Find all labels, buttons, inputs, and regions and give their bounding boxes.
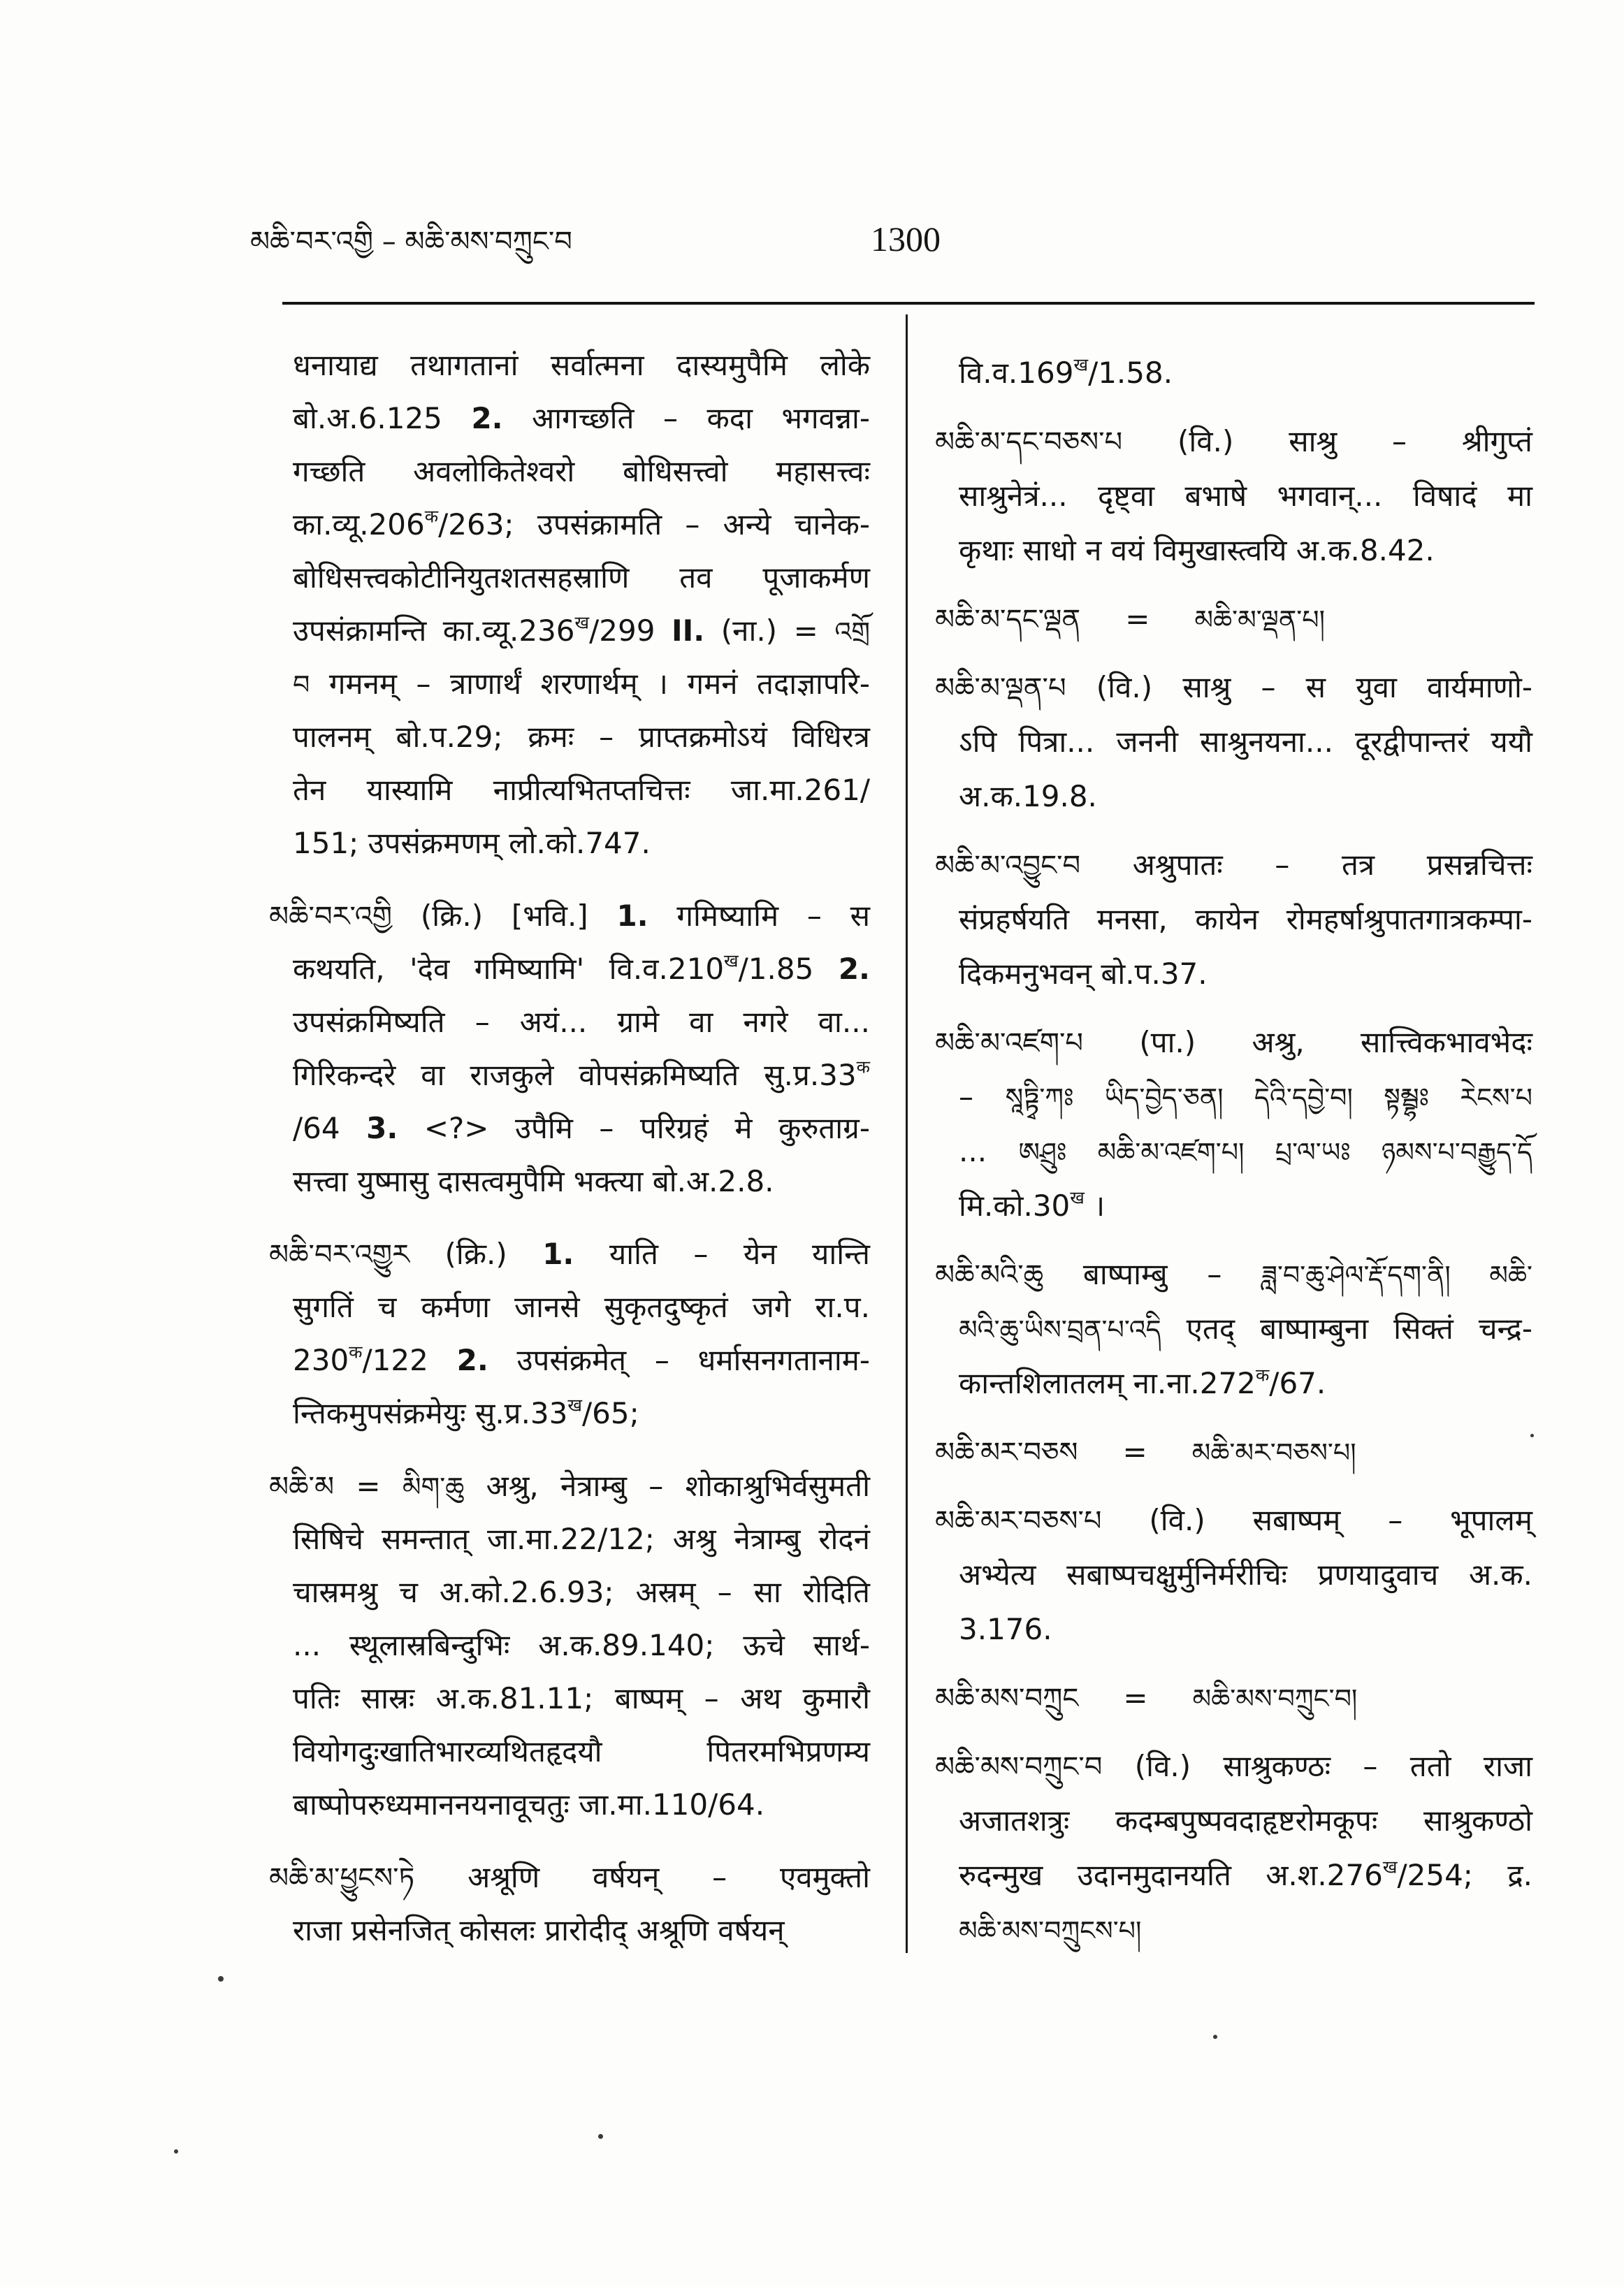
text-run: (वि.) सबाष्पम् – भूपालम् xyxy=(1101,1503,1532,1537)
text-run: = xyxy=(334,1469,403,1503)
tibetan-text: མིག་ཆུ xyxy=(402,1472,465,1502)
text-run: /65; xyxy=(582,1396,639,1430)
text-run: राजा प्रसेनजित् कोसलः प्रारोदीद् अश्रूणि वर्षयन् xyxy=(293,1913,785,1947)
text-run: का.व्यू.206 xyxy=(293,507,425,542)
text-run: एतद् बाष्पाम्बुना सिक्तं चन्द्र- xyxy=(1161,1312,1532,1346)
sense-number: 2. xyxy=(456,1343,488,1377)
text-run: उपसंक्रामन्ति का.व्यू.236 xyxy=(293,614,575,648)
text-line xyxy=(293,1049,870,1102)
text-line xyxy=(293,1102,870,1155)
text-run: /64 xyxy=(293,1111,367,1145)
text-run: /1.58. xyxy=(1088,356,1173,390)
text-line xyxy=(959,1179,1532,1233)
headword: མཆི་བར་འགྱུར xyxy=(269,1239,409,1271)
text-run: कान्तशिलातलम् ना.ना.272 xyxy=(959,1366,1256,1400)
text-line xyxy=(959,892,1532,947)
text-line xyxy=(935,1015,1532,1070)
text-run: मि.को.30 xyxy=(959,1189,1071,1223)
header-rule xyxy=(282,302,1535,305)
text-line xyxy=(293,1725,870,1778)
tibetan-text: མཆི་མས་བཀྲུང་བ། xyxy=(1192,1683,1358,1714)
text-line xyxy=(293,1672,870,1725)
text-run: बोधिसत्त्वकोटीनियुतशतसहस्राणि तव पूजाकर्मण xyxy=(293,560,870,595)
tibetan-text: ཨཤྲུཿ མཆི་མ་འཛག་པ། པྲ་ལ་ཡཿ ཉམས་པ་བརྒྱུད་དོ xyxy=(1018,1137,1532,1168)
text-run: अश्रु, नेत्राम्बु – शोकाश्रुभिर्वसुमती xyxy=(464,1469,870,1503)
text-line xyxy=(935,1247,1532,1302)
text-line xyxy=(959,1794,1532,1848)
dictionary-entry xyxy=(935,1247,1532,1411)
text-line xyxy=(293,551,870,604)
text-run: संप्रहर्षयति मनसा, कायेन रोमहर्षाश्रुपातगात्रकम्पा- xyxy=(959,902,1532,936)
left-column xyxy=(269,339,870,1957)
scan-speck xyxy=(1530,1434,1534,1437)
page-number: 1300 xyxy=(871,219,941,259)
text-run: (वि.) साश्रु – स युवा वार्यमाणो- xyxy=(1066,670,1532,704)
headword: མཆི་མས་བཀྲུང xyxy=(935,1683,1079,1715)
scan-speck xyxy=(218,1976,224,1982)
dictionary-entry xyxy=(935,1425,1532,1479)
text-run: /263; उपसंक्रामति – अन्ये चानेक- xyxy=(438,507,870,542)
text-run: । xyxy=(1084,1189,1105,1223)
text-run: धनायाद्य तथागतानां सर्वात्मना दास्यमुपैमि लोके xyxy=(293,348,870,382)
text-line xyxy=(935,1739,1532,1794)
text-line xyxy=(293,1778,870,1831)
text-line xyxy=(959,947,1532,1001)
text-line xyxy=(293,764,870,817)
folio-superscript: क xyxy=(856,1057,870,1077)
text-line xyxy=(959,469,1532,523)
headword: མཆི་མའི་ཆུ xyxy=(935,1259,1044,1291)
headword: མཆི་མ་དང་བཅས་པ xyxy=(935,426,1123,458)
headword: མཆི་མར་བཅས་པ xyxy=(935,1505,1102,1537)
text-line xyxy=(293,604,870,658)
scan-speck xyxy=(598,2134,603,2139)
text-run: अजातशत्रुः कदम्बपुष्पवदाहृष्टरोमकूपः साश्रुकण्ठो xyxy=(959,1803,1532,1838)
right-column xyxy=(935,346,1532,1957)
text-line xyxy=(293,817,870,870)
text-line xyxy=(269,1851,870,1904)
text-line xyxy=(959,1124,1532,1179)
running-head: མཆི་བར་འགྱི – མཆི་མས་བཀྲུང་བ xyxy=(250,226,572,258)
text-run: 151; उपसंक्रमणम् लो.को.747. xyxy=(293,826,651,860)
dictionary-entry xyxy=(935,660,1532,824)
text-line xyxy=(935,838,1532,892)
entry-continuation xyxy=(269,339,870,870)
text-line xyxy=(293,658,870,711)
text-line xyxy=(269,1460,870,1513)
text-line xyxy=(959,1602,1532,1657)
tibetan-text: མའི་ཆུ་ཡིས་བྲན་པ་འདི xyxy=(959,1314,1161,1345)
headword: མཆི་མས་བཀྲུང་བ xyxy=(935,1751,1103,1783)
text-run: /254; द्र. xyxy=(1397,1858,1532,1892)
text-line xyxy=(959,1302,1532,1356)
text-line xyxy=(293,711,870,764)
dictionary-entry xyxy=(269,890,870,1208)
text-line xyxy=(293,1904,870,1957)
text-line xyxy=(935,1671,1532,1725)
scan-speck xyxy=(174,2149,178,2154)
text-run: गिरिकन्दरे वा राजकुले वोपसंक्रमिष्यति सु.प्र.33 xyxy=(293,1058,857,1092)
text-run: अश्रूणि वर्षयन् – एवमुक्तो xyxy=(414,1860,870,1894)
text-run: – xyxy=(959,1080,1006,1114)
tibetan-text: ཟླ་བ་ཆུ་ཤེལ་རྡོ་དག་ནི། མཆི་ xyxy=(1261,1260,1532,1291)
text-run: /299 xyxy=(589,614,672,648)
tibetan-text: འགྲོ xyxy=(834,616,871,647)
text-run: सिषिचे समन्तात् जा.मा.22/12; अश्रु नेत्राम्बु रोदनं xyxy=(293,1522,870,1556)
text-run: (क्रि.) [भवि.] xyxy=(392,899,617,933)
text-line xyxy=(293,996,870,1049)
text-run: 3.176. xyxy=(959,1612,1052,1646)
text-run: पालनम् बो.प.29; क्रमः – प्राप्तक्रमोऽयं विधिरत्र xyxy=(293,720,870,754)
folio-superscript: ख xyxy=(1382,1857,1398,1878)
text-run: अश्रुपातः – तत्र प्रसन्नचित्तः xyxy=(1080,848,1532,882)
text-line xyxy=(293,498,870,551)
sense-number: 2. xyxy=(471,401,503,435)
text-run: अभ्येत्य सबाष्पचक्षुर्मुनिर्मरीचिः प्रणयादुवाच अ.क. xyxy=(959,1558,1532,1592)
dictionary-entry xyxy=(269,1228,870,1440)
text-run: चास्रमश्रु च अ.को.2.6.93; अस्रम् – सा रोदिति xyxy=(293,1575,870,1609)
text-line xyxy=(293,1566,870,1619)
equals-sign: = xyxy=(1122,1435,1147,1469)
text-run: (ना.) = xyxy=(704,614,835,648)
folio-superscript: क xyxy=(424,506,439,527)
text-run: /122 xyxy=(362,1343,457,1377)
text-run: सत्त्वा युष्मासु दासत्वमुपैमि भक्त्या बो.अ.2.8. xyxy=(293,1164,774,1198)
text-line xyxy=(935,414,1532,469)
folio-superscript: ख xyxy=(724,950,739,971)
text-line xyxy=(959,1548,1532,1602)
text-run: बाष्पाम्बु – xyxy=(1043,1257,1262,1291)
headword: མཆི་མར་བཅས xyxy=(935,1437,1078,1469)
dictionary-entry xyxy=(935,1739,1532,1957)
headword: མཆི་མ་འཛག་པ xyxy=(935,1027,1084,1059)
text-run: ... xyxy=(959,1134,1019,1168)
folio-superscript: क xyxy=(349,1342,363,1363)
headword: མཆི་མ་དང་ལྡན xyxy=(935,604,1081,636)
text-run: /1.85 xyxy=(738,952,839,986)
text-run: पतिः सास्रः अ.क.81.11; बाष्पम् – अथ कुमारौ xyxy=(293,1681,870,1715)
text-run: <?> उपैमि – परिग्रहं मे कुरुताग्र- xyxy=(398,1111,870,1145)
equals-sign: = xyxy=(1125,602,1150,636)
text-run: कथयति, 'देव गमिष्यामि' वि.व.210 xyxy=(293,952,725,986)
text-run: गमनम् – त्राणार्थं शरणार्थम् । गमनं तदाज्ञापरि- xyxy=(310,667,870,701)
equals-sign: = xyxy=(1123,1680,1148,1715)
text-run: उपसंक्रमेत् – धर्मासनगतानाम- xyxy=(488,1343,871,1377)
column-divider xyxy=(906,314,908,1953)
folio-superscript: ख xyxy=(1073,354,1089,375)
text-run: बो.अ.6.125 xyxy=(293,401,472,435)
text-run: सुगतिं च कर्मणा जानसे सुकृतदुष्कृतं जगे रा.प. xyxy=(293,1290,870,1324)
text-run: कृथाः साधो न वयं विमुखास्त्वयि अ.क.8.42. xyxy=(959,533,1435,567)
sense-number: 1. xyxy=(542,1237,574,1271)
text-line xyxy=(293,339,870,392)
text-run: अ.क.19.8. xyxy=(959,779,1097,813)
text-run: वि.व.169 xyxy=(959,356,1074,390)
text-line xyxy=(293,1281,870,1334)
scan-speck xyxy=(1213,2035,1217,2039)
text-line xyxy=(293,392,870,445)
text-line xyxy=(293,1619,870,1672)
text-run: साश्रुनेत्रं... दृष्ट्वा बभाषे भगवान्... विषादं मा xyxy=(959,479,1532,513)
text-run: (वि.) साश्रुकण्ठः – ततो राजा xyxy=(1102,1749,1532,1783)
text-line xyxy=(293,1334,870,1387)
text-line xyxy=(293,943,870,996)
folio-superscript: ख xyxy=(567,1395,582,1416)
sense-number: 2. xyxy=(838,952,870,986)
text-line xyxy=(959,1070,1532,1124)
text-run: तेन यास्यामि नाप्रीत्यभितप्तचित्तः जा.मा.261/ xyxy=(293,773,870,807)
text-run: (क्रि.) xyxy=(409,1237,543,1271)
text-run: ... स्थूलास्रबिन्दुभिः अ.क.89.140; ऊचे सार्थ- xyxy=(293,1628,870,1662)
text-run: दिकमनुभवन् बो.प.37. xyxy=(959,957,1208,991)
headword: མཆི་མ་ཕྱུངས་ཏེ xyxy=(269,1862,415,1894)
text-line xyxy=(935,660,1532,715)
text-line xyxy=(293,1155,870,1208)
folio-superscript: ख xyxy=(574,612,590,633)
text-run: याति – येन यान्ति xyxy=(574,1237,870,1271)
text-run: बाष्पोपरुध्यमाननयनावूचतुः जा.मा.110/64. xyxy=(293,1787,765,1822)
tibetan-text: སཱཏྟྭི་ཀཿ ཡིད་བྱེད་ཅན། དེའི་དབྱེ་བ། སྟམྦྷཿ རེངས་པ xyxy=(1005,1082,1533,1113)
tibetan-text: བ xyxy=(293,669,310,700)
headword: མཆི་མ་འབྱུང་བ xyxy=(935,850,1081,882)
sense-number: 3. xyxy=(366,1111,398,1145)
headword: མཆི་བར་འགྱི xyxy=(269,901,393,933)
text-line xyxy=(959,346,1532,400)
dictionary-entry xyxy=(935,592,1532,646)
text-line xyxy=(959,1356,1532,1411)
sense-number: II. xyxy=(672,614,705,648)
text-line xyxy=(293,445,870,498)
text-run: उपसंक्रमिष्यति – अयं... ग्रामे वा नगरे वा... xyxy=(293,1005,870,1039)
text-run: /67. xyxy=(1269,1366,1326,1400)
text-line xyxy=(959,1848,1532,1903)
dictionary-entry xyxy=(935,414,1532,578)
text-line xyxy=(959,1903,1532,1957)
folio-superscript: क xyxy=(1255,1365,1270,1386)
dictionary-entry xyxy=(935,838,1532,1001)
text-run: गच्छति अवलोकितेश्वरो बोधिसत्त्वो महासत्त्वः xyxy=(293,454,870,488)
text-line xyxy=(935,1425,1532,1479)
text-line xyxy=(293,1513,870,1566)
tibetan-text: མཆི་མས་བཀྲུངས་པ། xyxy=(959,1915,1142,1946)
text-run: 230 xyxy=(293,1343,349,1377)
tibetan-text: མཆི་མར་བཅས་པ། xyxy=(1191,1437,1356,1468)
text-line xyxy=(935,592,1532,646)
folio-superscript: ख xyxy=(1070,1187,1085,1208)
text-run: गमिष्यामि – स xyxy=(648,899,870,933)
headword: མཆི་མ xyxy=(269,1471,335,1503)
text-line xyxy=(269,890,870,943)
dictionary-entry xyxy=(935,1671,1532,1725)
text-run: (पा.) अश्रु, सात्त्विकभावभेदः xyxy=(1083,1025,1532,1059)
dictionary-entry xyxy=(269,1460,870,1831)
dictionary-entry xyxy=(935,1015,1532,1233)
text-run: रुदन्मुख उदानमुदानयति अ.श.276 xyxy=(959,1858,1383,1892)
tibetan-text: མཆི་མ་ལྡན་པ། xyxy=(1194,604,1326,635)
sense-number: 1. xyxy=(616,899,648,933)
text-line xyxy=(935,1493,1532,1548)
text-line xyxy=(269,1228,870,1281)
text-run: ऽपि पित्रा... जननी साश्रुनयना... दूरद्वीपान्तरं ययौ xyxy=(959,725,1532,759)
text-run: न्तिकमुपसंक्रमेयुः सु.प्र.33 xyxy=(293,1396,568,1430)
headword: མཆི་མ་ལྡན་པ xyxy=(935,672,1066,704)
text-run: आगच्छति – कदा भगवन्ना- xyxy=(502,401,870,435)
text-run: वियोगदुःखातिभारव्यथितहृदयौ पितरमभिप्रणम्य xyxy=(293,1734,870,1769)
entry-continuation xyxy=(935,346,1532,400)
text-line xyxy=(959,715,1532,769)
dictionary-entry xyxy=(269,1851,870,1957)
dictionary-entry xyxy=(935,1493,1532,1657)
text-line xyxy=(293,1387,870,1440)
text-run: (वि.) साश्रु – श्रीगुप्तं xyxy=(1122,424,1532,458)
text-line xyxy=(959,523,1532,578)
text-line xyxy=(959,769,1532,824)
